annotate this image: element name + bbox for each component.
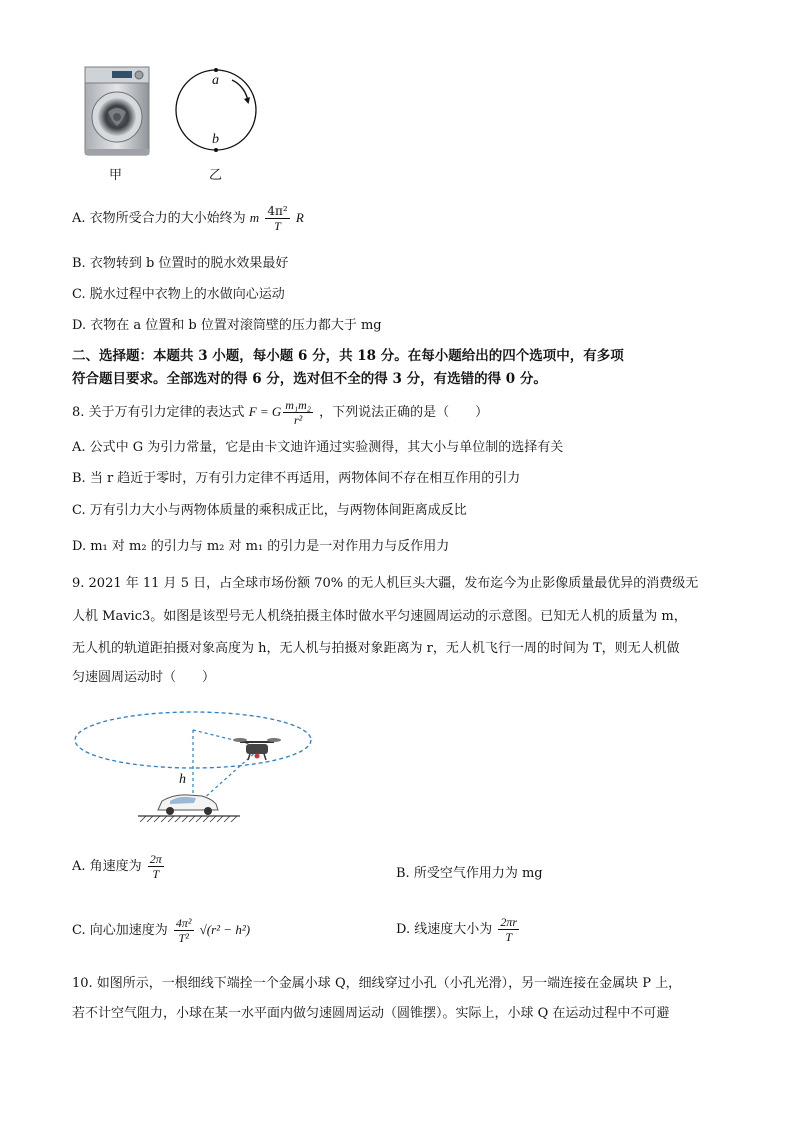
fraction-numerator: 4π² [175,916,192,930]
fraction-denominator: T [274,219,281,233]
caption-yi: 乙 [209,168,223,183]
q9-stem-line3: 无人机的轨道距拍摄对象高度为 h，无人机与拍摄对象距离为 r，无人机飞行一周的时间为 T，则无人机做 [72,641,680,656]
q7-option-a-fraction [265,204,289,233]
q7-option-a-r: R [295,210,304,225]
fraction-numerator: m₁m₂ [285,398,311,412]
fraction-denominator: T [505,930,513,944]
q8-stem [72,398,488,427]
q9-option-b: B. 所受空气作用力为 mg [396,866,543,881]
ground-hatch [140,816,237,822]
q9-option-d-fraction [498,915,519,944]
q9-option-c [72,915,250,946]
q8-formula-fraction [283,398,313,427]
q8-option-b: B. 当 r 趋近于零时，万有引力定律不再适用，两物体间不存在相互作用的引力 [72,471,521,486]
drone-h-label: h [179,772,186,787]
point-b-label: b [212,132,219,147]
drone-orbit-diagram [70,700,320,830]
q9-option-c-sqrt: √(r² − h²) [199,922,251,937]
arrow-head-icon [244,97,250,104]
fraction-numerator: 2π [149,852,162,866]
section2-heading-line2: 符合题目要求。全部选对的得 6 分，选对但不全的得 3 分，有选错的得 0 分。 [72,371,547,387]
fraction-denominator: r² [294,413,303,427]
fraction-denominator: T² [178,931,189,945]
point-a-dot [214,68,218,72]
q8-option-c: C. 万有引力大小与两物体质量的乘积成正比，与两物体间距离成反比 [72,503,467,518]
q8-formula-lhs: F = G [248,404,282,419]
fraction-denominator: T [152,867,160,881]
q7-option-a-m: m [249,210,260,225]
q9-option-c-text: C. 向心加速度为 [72,923,168,938]
washing-machine-image [84,66,150,158]
q9-stem-line1: 9. 2021 年 11 月 5 日，占全球市场份额 70% 的无人机巨头大疆，发布迄今为止影像质量最优异的消费级无 [72,576,699,591]
q9-option-d-text: D. 线速度大小为 [396,922,493,937]
caption-jia: 甲 [109,168,123,183]
fraction-numerator: 4π² [267,204,288,218]
point-b-dot [214,148,218,152]
q7-option-b: B. 衣物转到 b 位置时的脱水效果最好 [72,256,289,271]
q9-option-a-text: A. 角速度为 [72,859,142,874]
q7-option-a-text: A. 衣物所受合力的大小始终为 [72,211,246,226]
washing-machine-figure [84,66,150,158]
q8-stem-post: ，下列说法正确的是（ ） [319,405,489,420]
point-a-label: a [212,73,219,88]
fraction-numerator: 2πr [500,915,518,929]
radius-line [193,730,258,746]
car-icon [158,795,218,815]
q8-option-d: D. m₁ 对 m₂ 的引力与 m₂ 对 m₁ 的引力是一对作用力与反作用力 [72,539,450,554]
section2-heading-line1: 二、选择题：本题共 3 小题，每小题 6 分，共 18 分。在每小题给出的四个选项中，有多项 [72,348,624,364]
q8-stem-pre: 8. 关于万有引力定律的表达式 [72,405,245,420]
drone-icon [233,738,281,760]
q9-option-d [396,915,521,945]
q7-option-c: C. 脱水过程中衣物上的水做向心运动 [72,287,285,302]
q10-stem-line2: 若不计空气阻力，小球在某一水平面内做匀速圆周运动（圆锥摆）。实际上，小球 Q 在运动过程中不可避 [72,1006,670,1021]
q9-option-c-fraction [174,916,194,945]
q9-stem-line2: 人机 Mavic3。如图是该型号无人机绕拍摄主体时做水平匀速圆周运动的示意图。已知无人机的质量为 m， [72,609,687,624]
q10-stem-line1: 10. 如图所示，一根细线下端拴一个金属小球 Q，细线穿过小孔（小孔光滑），另一端连接在金属块 P 上， [72,976,682,991]
q7-option-d: D. 衣物在 a 位置和 b 位置对滚筒壁的压力都大于 mg [72,318,382,333]
q9-stem-line4: 匀速圆周运动时（ ） [72,670,216,685]
q9-option-a-fraction [148,852,164,881]
q7-option-a [72,204,304,233]
q9-option-a [72,852,166,882]
q8-option-a: A. 公式中 G 为引力常量，它是由卡文迪许通过实验测得，其大小与单位制的选择有关 [72,440,564,455]
